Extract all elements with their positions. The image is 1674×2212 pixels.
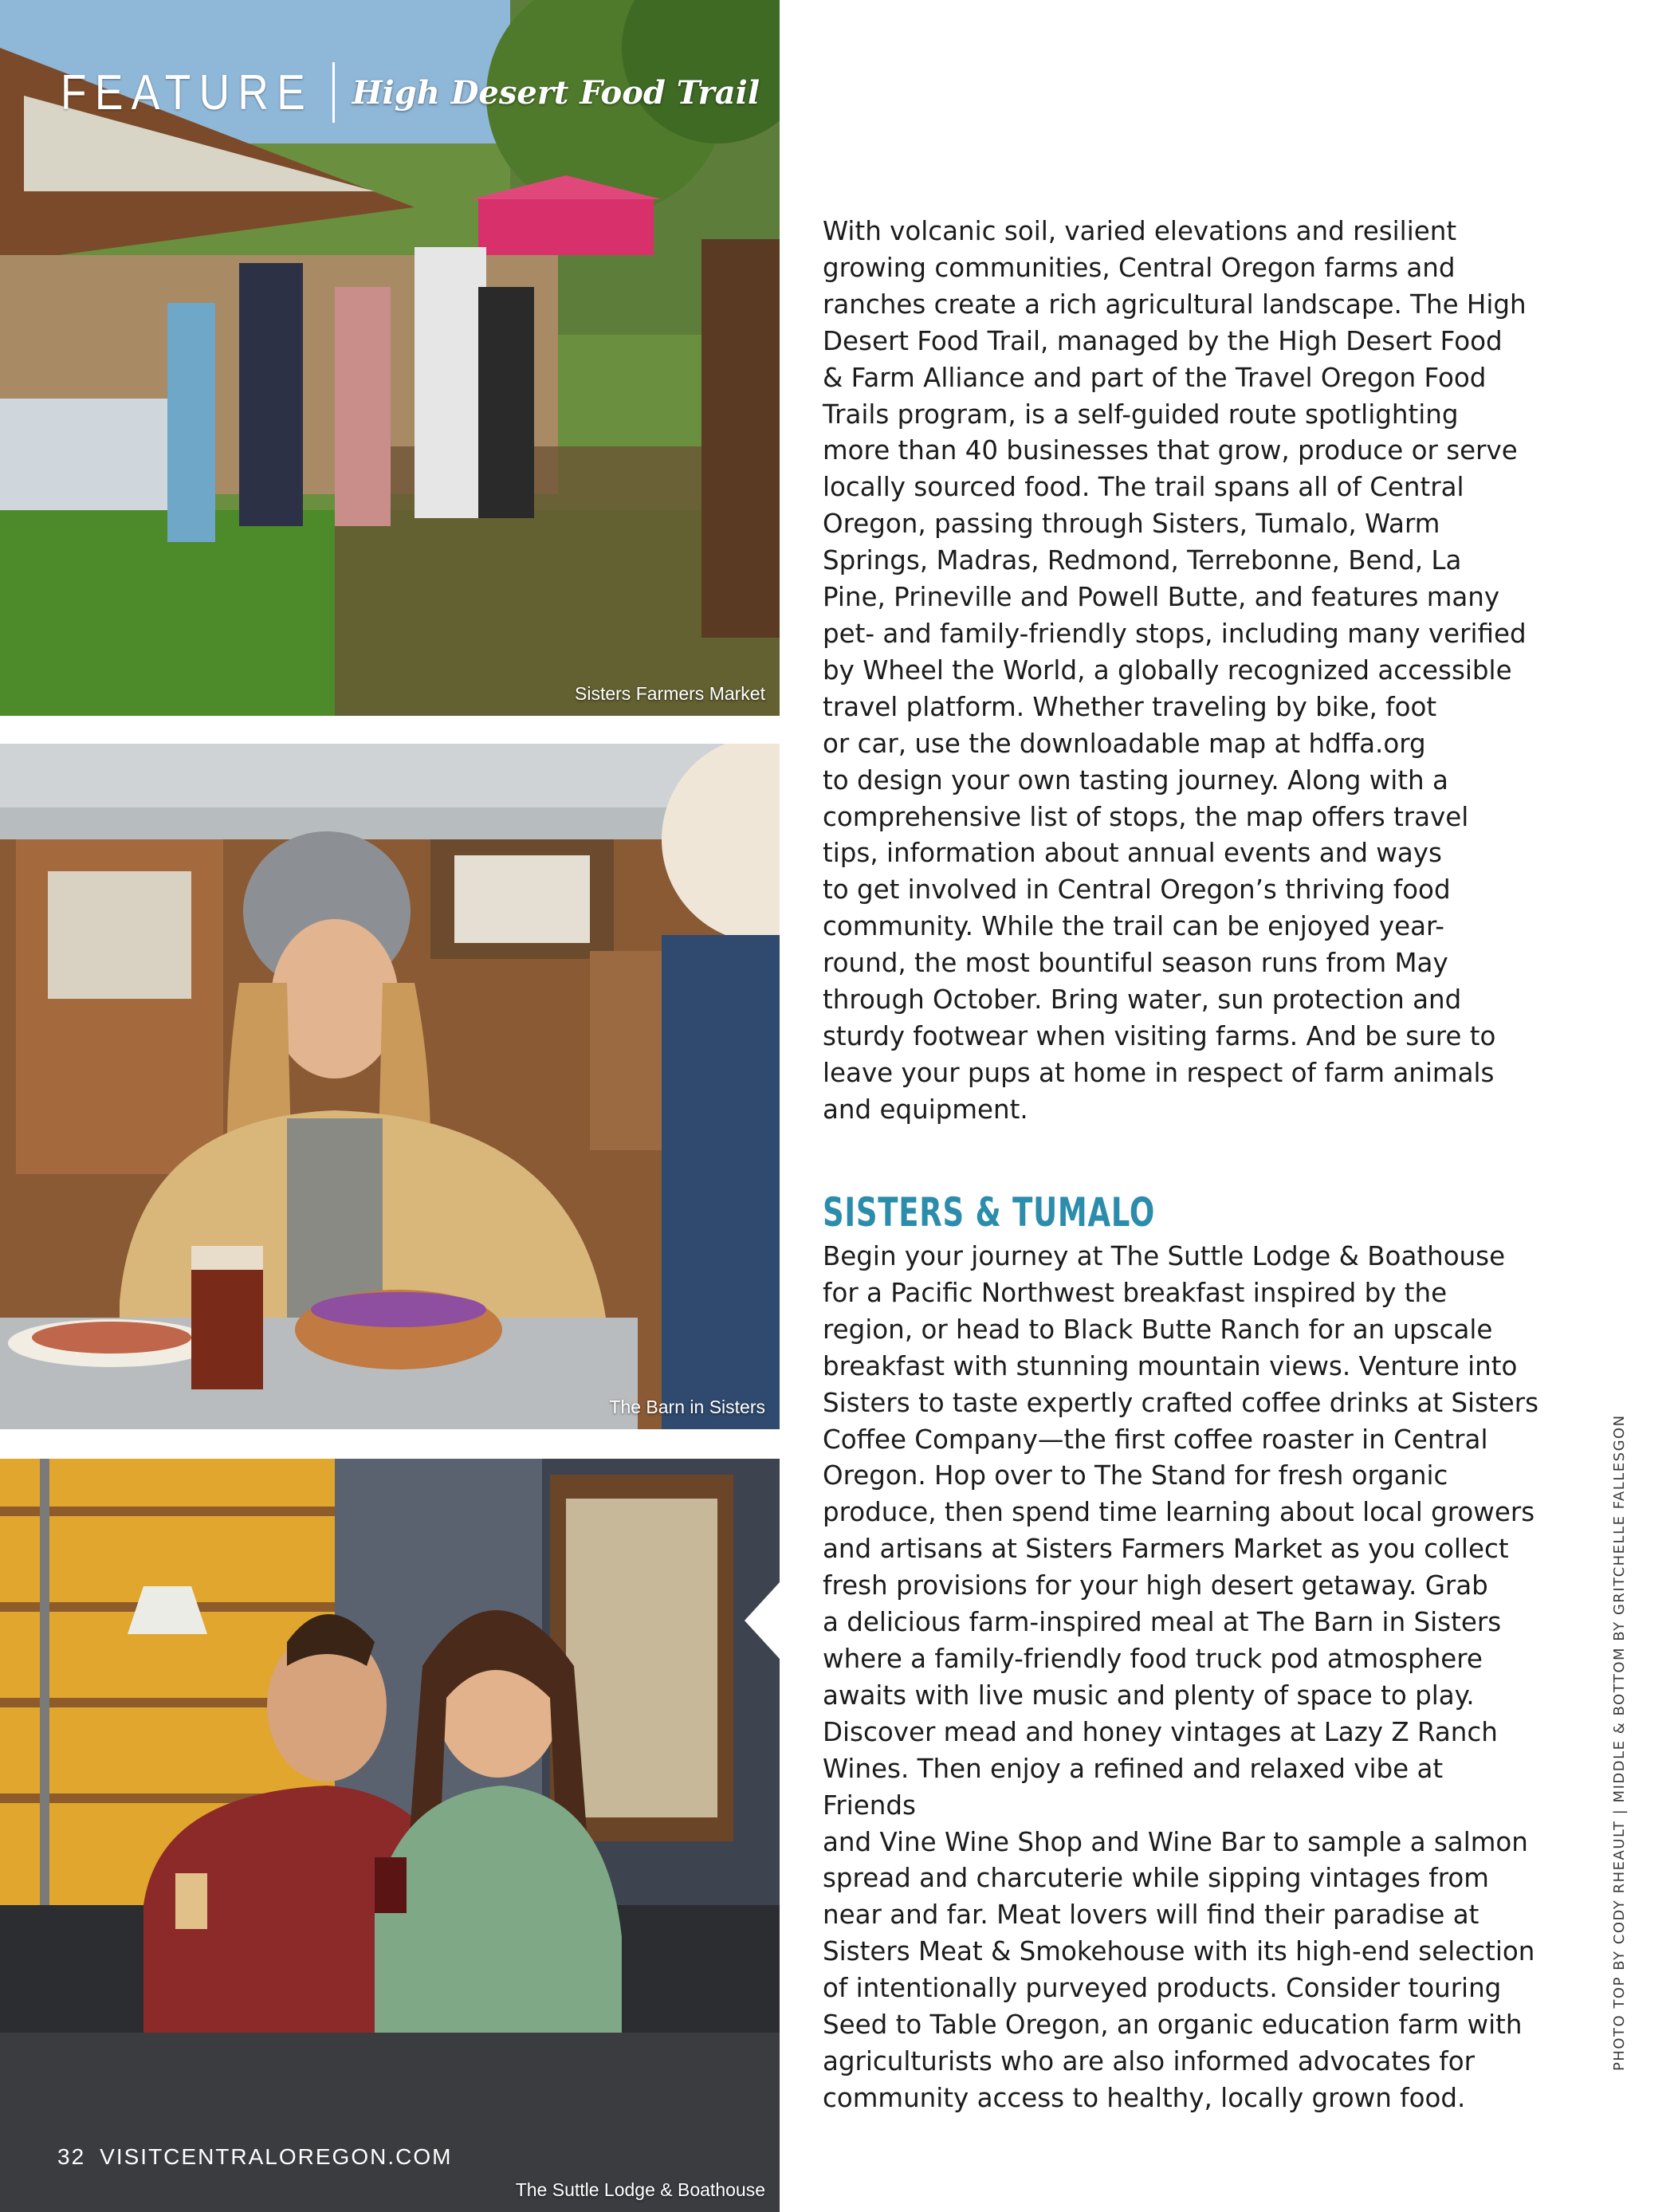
page-number: 32: [57, 2144, 86, 2169]
site-url: VISITCENTRALOREGON.COM: [100, 2144, 453, 2169]
lodge-couple-image: [0, 1459, 780, 2212]
feature-header: [61, 62, 760, 123]
section-paragraph: Begin your journey at The Suttle Lodge & Boathouse for a Pacific Northwest breakfast inspired by the region, or head to Black Butte Ranch for an upscale breakfast with stunning mountain views. Venture into Sisters to taste expertly crafted coffee drinks at Sisters Coffee Company—the first coffee roaster in Central Oregon. Hop over to The Stand for fresh organic produce, then spend time learning about local growers and artisans at Sisters Farmers Market as you collect fresh provisions for your high desert getaway. Grab a delicious farm-inspired meal at The Barn in Sisters where a family-friendly food truck pod atmosphere awaits with live music and plenty of space to play.: [823, 1241, 1539, 1711]
photo-caption: Sisters Farmers Market: [575, 683, 765, 704]
lodge-couple-photo: [0, 1459, 780, 2212]
intro-paragraph: With volcanic soil, varied elevations and resilient growing communities, Central Oregon farms and ranches create a rich agricultural landscape. The High Desert Food Trail, managed by the High Desert Food & Farm Alliance and part of the Travel Oregon Food Trails program, is a self-guided route spotlighting more than 40 businesses that grow, produce or serve locally sourced food. The trail spans all of Central Oregon, passing through Sisters, Tumalo, Warm Springs, Madras, Redmond, Terrebonne, Bend, La Pine, Prineville and Powell Butte, and features many pet- and family-friendly stops, including many verified by Wheel the World, a globally recognized accessible travel platform. Whether traveling by bike, foot or car, use the downloadable map at hdffa.org to design your own tasting journey. Along with a comprehensive list of stops, the map offers travel tips, information about annual events and ways to get involved in Central Oregon’s thriving food community. While the trail can be enjoyed year- round, the most bountiful season runs from May through October. Bring water, sun protection and sturdy footwear when visiting farms. And be sure to leave your pups at home in respect of farm animals and equipment.: [823, 216, 1527, 1125]
photo-caption: The Barn in Sisters: [609, 1397, 765, 1417]
section-title: SISTERS & TUMALO: [823, 1189, 1156, 1236]
barn-diner-photo: [0, 744, 780, 1429]
section-body: [823, 1239, 1540, 2117]
intro-text: [823, 214, 1540, 1129]
photo-caption: The Suttle Lodge & Boathouse: [515, 2179, 765, 2200]
section-paragraph: Discover mead and honey vintages at Lazy Z Ranch Wines. Then enjoy a refined and relaxed vibe at Friends and Vine Wine Shop and Wine Bar to sample a salmon spread and charcuterie while sipping vintages from near and far. Meat lovers will find their paradise at Sisters Meat & Smokehouse with its high-end selection of intentionally purveyed products. Consider touring Seed to Table Oregon, an organic education farm with agriculturists who are also informed advocates for community access to healthy, locally grown food.: [823, 1716, 1535, 2113]
page-notch: [745, 1582, 780, 1659]
header-divider: [332, 62, 335, 123]
section-label: FEATURE: [61, 65, 314, 120]
barn-diner-image: [0, 744, 780, 1429]
series-title: High Desert Food Trail: [352, 73, 760, 112]
photo-credit: PHOTO TOP BY CODY RHEAULT | MIDDLE & BOTTOM BY GRITCHELLE FALLESGON: [1611, 1414, 1628, 2071]
page-footer: [57, 2144, 452, 2170]
